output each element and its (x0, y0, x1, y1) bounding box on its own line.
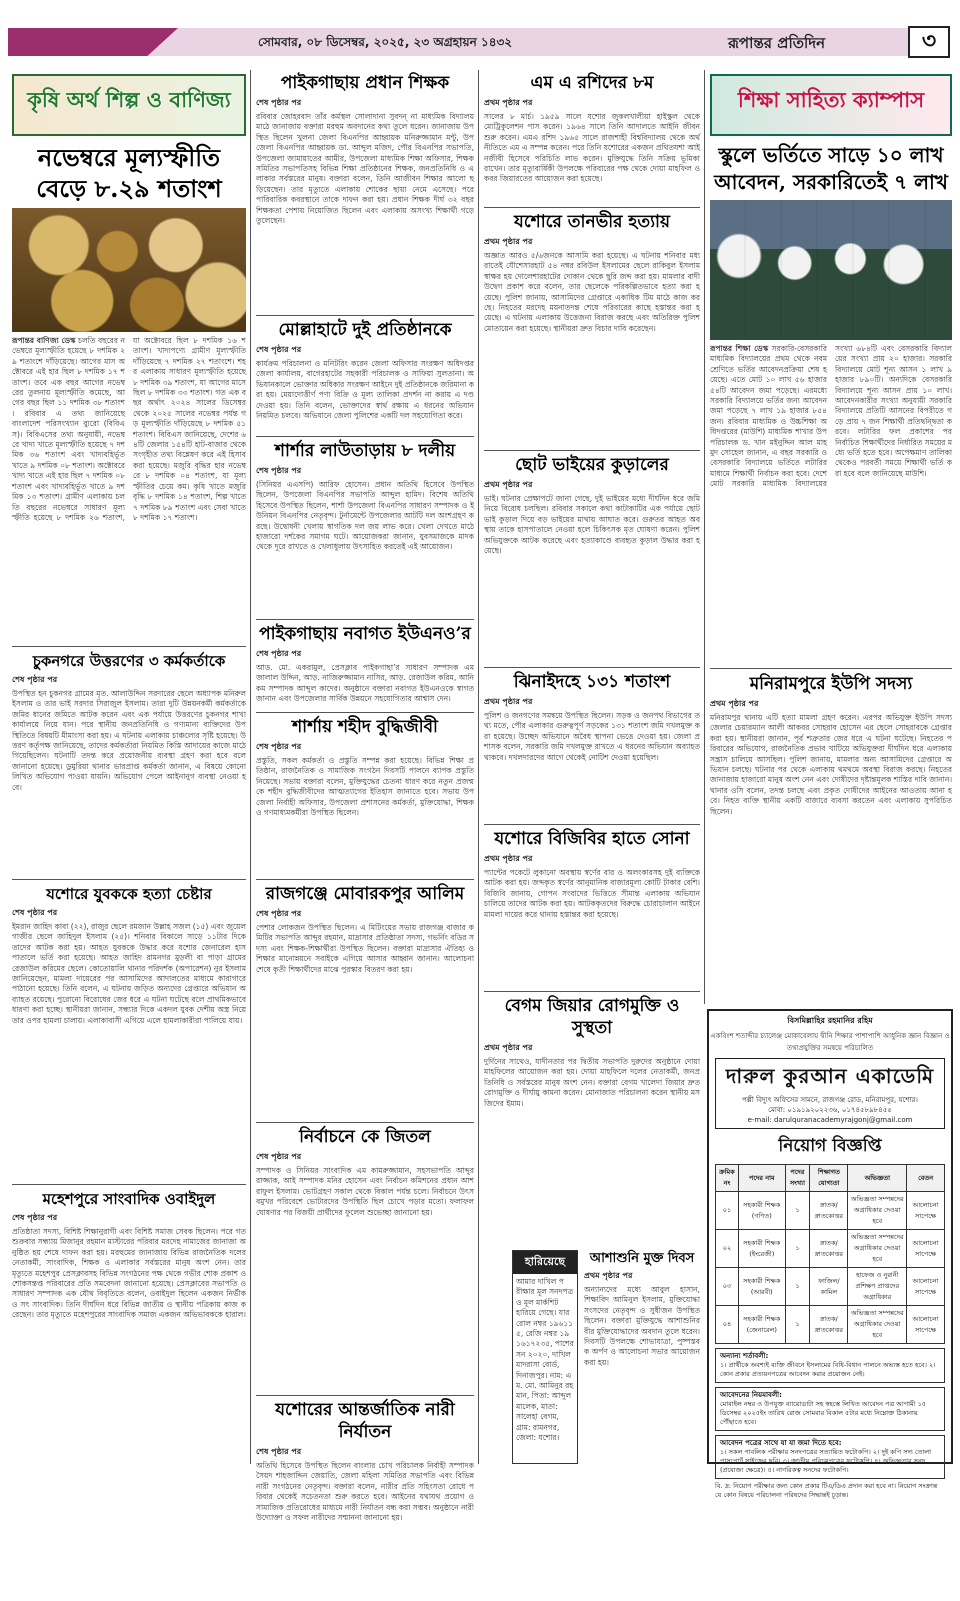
divider (484, 207, 700, 208)
table-cell: আলোচনা সাপেক্ষে (907, 1306, 945, 1344)
continuation-label: প্রথম পৃষ্ঠার পর (484, 1043, 533, 1052)
section-banner-education (710, 74, 952, 136)
table-cell: ০১ (716, 1192, 739, 1230)
divider (484, 991, 700, 992)
rules-title: আবেদনের নিয়মাবলী: (720, 1391, 782, 1399)
uno-body: আড. মো. একরামুল, প্রেসক্লাব পাইকগাছা’র সাধারণ সম্পাদক এম জালাল উদ্দিন, আড়. নাজিরুজ্জামান নাসির, আড়. রেজাউল করিম, আনি কম সম্পাদক আব্দুল কাদের। অনুষ্ঠানে বক্তারা নবাগত ইউএনওকে স্বাগত জানান এবং উপজেলার সার্বিক উন্নয়নে সহযোগিতার আশ্বাস দেন। (256, 663, 474, 704)
divider (256, 436, 474, 437)
lost-title: হারিয়েছে (513, 1251, 577, 1274)
table-cell: আলোচনা সাপেক্ষে (907, 1192, 945, 1230)
ad-tagline: একবিংশ শতাব্দীর চ্যালেঞ্জ মোকাবেলায় দ্বীনি শিক্ষার পাশাপাশি আধুনিক জ্ঞান বিজ্ঞান ও তথ্যপ্রযুক্তির সমন্বয়ে পরিচালিত (710, 1032, 950, 1052)
ad-footnote: বি. দ্র: নিয়োগ পরীক্ষার জন্য কোন প্রকার টিএ/ডিএ প্রদান করা হবে না। নিয়োগ সংক্রান্ত যে কোন বিষয়ে পরিচালনা পরিষদের সিদ্ধান্তই চূড়ান্ত। (715, 1482, 938, 1499)
table-cell: ১ (785, 1230, 810, 1268)
continuation-label: প্রথম পৃষ্ঠার পর (584, 1271, 633, 1280)
divider (12, 879, 246, 880)
rajganj-body: পেশার লোকজন উপস্থিত ছিলেন। এ মিটিংয়ের সভায় রাজগঞ্জ বাজার কমিটির সভাপতি আব্দুর রহমান, মাদ্রাসার প্রতিষ্ঠাতা সদস্য, গভর্নিং বডির সদস্য এবং শিক্ষক-শিক্ষার্থীরা উপস্থিত ছিলেন। বক্তারা মাদ্রাসার ঐতিহ্য ও শিক্ষার মানোন্নয়নে সবাইকে এগিয়ে আসার আহ্বান জানান। আলোচনা শেষে কৃতী শিক্ষার্থীদের মাঝে পুরস্কার বিতরণ করা হয়। (256, 923, 474, 974)
mollahat-headline: মোল্লাহাটে দুই প্রতিষ্ঠানকে (278, 320, 452, 340)
section-title: শিক্ষা সাহিত্য ক্যাম্পাস (737, 87, 925, 112)
article-text: চলতি বছরের নভেম্বরে মূল্যস্ফীতি হয়েছে ৮ দশমিক ২৯ শতাংশে দাঁড়িয়েছে। আগের মাস অক্টোবরে এই হার ছিল ৮ দশমিক ১৭ শতাংশ। তবে এক বছর আগের নভেম্বরের তুলনায় মূল্যস্ফীতি কমেছে, আগের বছর ছিল ১১ দশমিক ৩৮ শতাংশ। রবিবার এ তথ্য জানিয়েছে বাংলাদেশ পরিসংখ্যান ব্যুরো (বিবিএস)। বিবিএসের তথ্য অনুযায়ী, নভেম্বরে খাদ্য খাতে মূল্যস্ফীতি হয়েছে ৭ দশমিক ৩৬ শতাংশ এবং খাদ্যবহির্ভূত খাতে ৯ দশমিক ০৮ শতাংশ। অক্টোবরে খাদ্য খাতে এই হার ছিল ৭ দশমিক ০৮ শতাংশ এবং খাদ্যবহির্ভূত খাতে ৯ দশমিক ১৩ শতাংশ। গ্রামীণ এলাকায় চলতি বছরের নভেম্বরে সাধারণ মূল্যস্ফীতি হয়েছে ৮ দশমিক ২৬ শতাংশ, যা অক্টোবরে ছিল ৮ দশমিক ১৬ শতাংশ। খাদ্যপণ্যে গ্রামীণ মূল্যস্ফীতি দাঁড়িয়েছে ৭ দশমিক ২৭ শতাংশে। শহর এলাকায় সাধারণ মূল্যস্ফীতি হয়েছে ৮ দশমিক ৩৯ শতাংশ, যা আগের মাসে ছিল ৮ দশমিক ৩৩ শতাংশ। গত এক বছর অর্থাৎ ২০২৪ সালের ডিসেম্বর থেকে ২০২৫ সালের নভেম্বর পর্যন্ত গড় মূল্যস্ফীতি দাঁড়িয়েছে ৮ দশমিক ৫১ শতাংশ। বিবিএস জানিয়েছে, দেশের ৬৪টি জেলার ১৫৪টি হাট-বাজার থেকে সংগৃহীত তথ্য বিশ্লেষণ করে এই হিসাব করা হয়েছে। মজুরি বৃদ্ধির হার নভেম্বরে ৮ দশমিক ০৪ শতাংশ, যা মূল্যস্ফীতির চেয়ে কম। কৃষি খাতে মজুরি বৃদ্ধি ৮ দশমিক ১৪ শতাংশ, শিল্প খাতে ৭ দশমিক ৮৯ শতাংশ এবং সেবা খাতে ৮ দশমিক ১৭ শতাংশ। (12, 336, 246, 522)
ad-institution-box (715, 1058, 945, 1129)
table-row (716, 1230, 945, 1268)
documents-text: ১। সকল পাবলিক পরীক্ষার সনদপত্রের সত্যায়িত ফটোকপি। ২। দুই কপি সদ্য তোলা পাসপোর্ট সাইজের ছবি। ৩। জাতীয় পরিচয়পত্রের ফটোকপি। ৪। অভিজ্ঞতার সনদ (প্রযোজ্য ক্ষেত্রে)। ৫। নাগরিকত্ব সনদের ফটোকপি। (720, 1448, 931, 1474)
election-body: সম্পাদক ও সিনিয়র সাংবাদিক এম কামরুজ্জামান, সহসভাপতি আব্দুর রাজ্জাক, আই সম্পাদক মনির হোসেন এবং নির্বাচন কমিশনের প্রধান আশরাফুল ইসলাম। ভোটগ্রহণ সকাল থেকে বিকাল পর্যন্ত চলে। নির্বাচনে উৎসবমুখর পরিবেশে ভোটারদের উপস্থিতি ছিল চোখে পড়ার মতো। ফলাফল ঘোষণার পর বিজয়ী প্রার্থীদের ফুলেল শুভেচ্ছা জানানো হয়। (256, 1166, 474, 1217)
column-3 (484, 72, 700, 1246)
table-cell: ১ (785, 1192, 810, 1230)
col-salary: বেতন (907, 1165, 945, 1192)
women-violence-headline: যশোরের আন্তর্জাতিক নারী নির্যাতন (275, 1400, 455, 1442)
women-violence-body: অতিথি হিসেবে উপস্থিত ছিলেন বাংলার চোখ পরিচালক নির্বাহী সম্পাদক সৈয়দ শাহজাদ্দিন জেয়াতি, জেলা মহিলা সমিতির সভাপতি এবং বিভিন্ন নারী সংগঠনের নেতৃবৃন্দ। বক্তারা বলেন, নারীর প্রতি সহিংসতা রোধে পরিবার থেকেই সচেতনতা শুরু করতে হবে। আইনের যথাযথ প্রয়োগ ও সামাজিক প্রতিরোধের মাধ্যমে নারী নির্যাতন বন্ধ করা সম্ভব। অনুষ্ঠানে নারী উদ্যোক্তা ও সফল নারীদের সম্মাননা জানানো হয়। (256, 1461, 474, 1523)
table-cell: ফাজিল/কামিল (810, 1268, 848, 1306)
col-post: পদের নাম (739, 1165, 786, 1192)
moniram-body: মনিরামপুর থানায় এটি হত্যা মামলা গ্রহণ করেন। এরপর অভিযুক্ত ইউপি সদস্য জেলার চেয়ারম্যান আলী আকবর সোহরাব হোসেন এর ছেলে সোহরাবকে গ্রেপ্তার করা হয়। স্থানীয়রা জানান, পূর্ব শত্রুতার জের ধরে এ ঘটনা ঘটেছে। নিহতের পরিবারের অভিযোগ, রাজনৈতিক প্রভাব খাটিয়ে অভিযুক্তরা দীর্ঘদিন ধরে এলাকায় সন্ত্রাস চালিয়ে আসছিল। পুলিশ জানায়, মামলার অন্য আসামিদের গ্রেপ্তারে অভিযান চলছে। ঘটনার পর থেকে এলাকায় থমথমে অবস্থা বিরাজ করছে। নিহতের জানাজায় হাজারো মানুষ অংশ নেন এবং দোষীদের দৃষ্টান্তমূলক শাস্তির দাবি জানান। থানার ওসি বলেন, তদন্ত চলছে এবং প্রকৃত দোষীদের আইনের আওতায় আনা হবে। নিহত ব্যক্তি স্থানীয় একটি বাজারে ব্যবসা করতেন এবং এলাকায় সুপরিচিত ছিলেন। (710, 713, 952, 816)
election-headline: নির্বাচনে কে জিতল (299, 1127, 431, 1147)
ad-documents (715, 1435, 945, 1479)
continuation-label: প্রথম পৃষ্ঠার পর (484, 697, 533, 706)
inflation-headline: নভেম্বরে মূল্যস্ফীতি বেড়ে ৮.২৯ শতাংশ (36, 143, 222, 203)
continuation-label: শেষ পৃষ্ঠার পর (256, 909, 302, 918)
newspaper-name: রূপান্তর প্রতিদিন (728, 34, 826, 52)
table-cell: আলোচনা সাপেক্ষে (907, 1230, 945, 1268)
moniram-headline: মনিরামপুরে ইউপি সদস্য (749, 674, 913, 694)
page-header (0, 0, 960, 60)
continuation-label: প্রথম পৃষ্ঠার পর (484, 480, 533, 489)
table-cell: আলোচনা সাপেক্ষে (907, 1268, 945, 1306)
ad-phone: মোবা: ০১৯১৯২০২২৩৬, ০১৭৪৫৮৯৮৪৫৫ (768, 1106, 892, 1114)
liberation-day-article (584, 1250, 700, 1464)
table-cell: ০২ (716, 1230, 739, 1268)
sharsha-headline: শার্শার লাউতাড়ায় ৮ দলীয় (274, 441, 456, 461)
liberation-body: অন্যান্যদের মধ্যে আবুল হাসান, শিক্ষাবিদ আমিনুল ইসলাম, মুক্তিযোদ্ধা সংসদের নেতৃবৃন্দ ও সুধীজন উপস্থিত ছিলেন। বক্তারা মুক্তিযুদ্ধে আশাশুনির বীর মুক্তিযোদ্ধাদের অবদান তুলে ধরেন। দিবসটি উপলক্ষে শোভাযাত্রা, পুষ্পস্তবক অর্পণ ও আলোচনা সভার আয়োজন করা হয়। (584, 1285, 700, 1367)
axe-body: ভাই। ঘটনার প্রেক্ষাপটে জানা গেছে, দুই ভাইয়ের মধ্যে দীর্ঘদিন ধরে জমি নিয়ে বিরোধ চলছিল। রবিবার সকালে কথা কাটাকাটির এক পর্যায়ে ছোট ভাই কুড়াল দিয়ে বড় ভাইয়ের মাথায় আঘাত করে। গুরুতর আহত অবস্থায় তাকে হাসপাতালে নেওয়া হলে চিকিৎসক মৃত ঘোষণা করেন। পুলিশ অভিযুক্তকে আটক করেছে এবং হত্যাকাণ্ডে ব্যবহৃত কুড়াল উদ্ধার করা হয়েছে। (484, 494, 700, 556)
col-serial: ক্রমিক নং (716, 1165, 739, 1192)
col-count: পদের সংখ্যা (785, 1165, 810, 1192)
chuknagar-body: উপস্থিত হন চুকনগর গ্রামের মৃত. আলাউদ্দিন সরদারের ছেলে অধ্যাপক মনিরুল ইসলাম ও তার ভাই সরদার সিরাজুল ইসলাম। তারা দুটি উন্নয়নকর্মী কর্মকর্তাকে জমির ধানের জমিতে আটক করেন এবং এক পর্যায়ে উত্তরণের চুকনগর শাখা কার্যালয়ে নিয়ে যান। পরে স্থানীয় জনপ্রতিনিধি ও গণ্যমান্য ব্যক্তিদের উপস্থিতিতে বিষয়টি মীমাংসা করা হয়। এ ঘটনায় এলাকায় চাঞ্চল্যের সৃষ্টি হয়েছে। উত্তরণ কর্তৃপক্ষ জানিয়েছে, তাদের কর্মকর্তারা নিয়মিত কিস্তি আদায়ের কাজে মাঠে গিয়েছিলেন। ঘটনাটি তদন্ত করে প্রয়োজনীয় ব্যবস্থা গ্রহণ করা হবে বলে জানানো হয়েছে। ডুমুরিয়া থানার ভারপ্রাপ্ত কর্মকর্তা জানান, এ বিষয়ে কোনো লিখিত অভিযোগ পাওয়া যায়নি। অভিযোগ পেলে আইনানুগ ব্যবস্থা নেওয়া হবে। (12, 689, 246, 792)
divider (484, 824, 700, 825)
sharsha-body: (সিনিয়র এএসপি) আরিফ হোসেন। প্রধান অতিথি হিসেবে উপস্থিত ছিলেন, উপজেলা বিএনপির সভাপতি আব্দুল হামিদ। বিশেষ অতিথি হিসেবে উপস্থিত ছিলেন, শার্শা উপজেলা বিএনপির সাধারণ সম্পাদক ও ইউনিয়ন বিএনপির নেতৃবৃন্দ। টুর্নামেন্টে উপজেলার আটটি দল অংশগ্রহণ করছে। উদ্বোধনী খেলায় স্বাগতিক দল জয় লাভ করে। খেলা দেখতে মাঠে হাজারো দর্শকের সমাগম ঘটে। আয়োজকরা জানান, যুবসমাজকে মাদক থেকে দূরে রাখতে ও খেলাধুলায় উৎসাহিত করতেই এই আয়োজন। (256, 480, 474, 552)
recruitment-ad (707, 1009, 953, 1499)
divider (256, 712, 474, 713)
conditions-title: অন্যান্য শর্তাবলী: (720, 1352, 769, 1360)
ad-email: e-mail: darulquranacademyrajgonj@gmail.com (747, 1116, 913, 1124)
table-cell: স্নাতক/স্নাতকোত্তর (810, 1230, 848, 1268)
divider (484, 450, 700, 451)
uno-headline: পাইকগাছায় নবাগত ইউএনও’র (259, 624, 471, 644)
continuation-label: শেষ পৃষ্ঠার পর (256, 649, 302, 658)
ad-institution-name: দারুল কুরআন একাডেমি (725, 1064, 935, 1088)
vacancy-header-row (716, 1165, 945, 1192)
byline: রূপান্তর বাণিজ্য ডেস্ক (12, 336, 76, 345)
table-cell: ০৪ (716, 1306, 739, 1344)
chuknagar-headline: চুকনগরে উত্তরণের ৩ কর্মকর্তাকে (32, 652, 226, 670)
ad-address: পল্লী বিদ্যুৎ অফিসের সামনে, রাজগঞ্জ রোড, মনিরামপুর, যশোর। (742, 1096, 918, 1104)
rashid-headline: এম এ রশিদের ৮ম (530, 73, 654, 93)
table-row (716, 1192, 945, 1230)
col-experience: অভিজ্ঞতা (848, 1165, 907, 1192)
conditions-text: ১। প্রার্থীকে অবশ্যই ব্যক্তি জীবনে ইসলামের বিধি-বিধান পালনে অভ্যস্ত হতে হবে। ২। কোন প্রকার প্রত্যয়নপত্রের আবেদন করার প্রয়োজন নেই। (720, 1361, 936, 1378)
admission-headline: স্কুলে ভর্তিতে সাড়ে ১০ লাখ আবেদন, সরকারিতেই ৭ লাখ (714, 143, 948, 194)
table-cell: ১ (785, 1306, 810, 1344)
continuation-label: শেষ পৃষ্ঠার পর (256, 466, 302, 475)
classroom-photo (710, 200, 952, 340)
continuation-label: প্রথম পৃষ্ঠার পর (484, 98, 533, 107)
column-1 (12, 140, 246, 1460)
continuation-label: শেষ পৃষ্ঠার পর (12, 675, 58, 684)
table-cell: ০৩ (716, 1268, 739, 1306)
article-text: সরকারি-বেসরকারি মাধ্যমিক বিদ্যালয়ের প্রথম থেকে নবম শ্রেণিতে ভর্তির আবেদনপ্রক্রিয়া শেষ হয়েছে। এতে মোট ১০ লাখ ৫৬ হাজার ৫৪টি আবেদন জমা পড়েছে। এরমধ্যে সরকারি বিদ্যালয়ে ভর্তির জন্য আবেদন জমা পড়েছে ৭ লাখ ১৯ হাজার ৮৫৪ জন। রবিবার মাধ্যমিক ও উচ্চশিক্ষা অধিদপ্তরের (মাউশি) মাধ্যমিক শাখার উপপরিচালক ড. খান মইনুদ্দিন আল মাহমুদ সোহেল জানান, এ বছর সরকারি ও বেসরকারি বিদ্যালয়ে ভর্তিতে লটারির মাধ্যমে শিক্ষার্থী নির্বাচন করা হবে। দেশে মোট সরকারি মাধ্যমিক বিদ্যালয়ের সংখ্যা ৬৮৪টি এবং বেসরকারি বিদ্যালয়ের সংখ্যা প্রায় ২০ হাজার। সরকারি বিদ্যালয়ে মোট শূন্য আসন ১ লাখ ৯ হাজার ৮৯০টি। অন্যদিকে বেসরকারি বিদ্যালয়ে শূন্য আসন প্রায় ১০ লাখ। আবেদনকারীর সংখ্যা অনুযায়ী সরকারি বিদ্যালয়ে প্রতিটি আসনের বিপরীতে গড়ে প্রায় ৭ জন শিক্ষার্থী প্রতিদ্বন্দ্বিতা করবে। লটারির ফল প্রকাশের পর নির্বাচিত শিক্ষার্থীদের নির্ধারিত সময়ের মধ্যে ভর্তি হতে হবে। অপেক্ষমাণ তালিকা থেকেও পরবর্তী সময়ে শিক্ষার্থী ভর্তি করা হবে বলে জানিয়েছে মাউশি। (710, 344, 952, 489)
table-cell: ১ (785, 1268, 810, 1306)
mohespur-headline: মহেশপুরে সাংবাদিক ওবাইদুল (42, 1190, 216, 1208)
mohespur-body: প্রতিষ্ঠাতা সদস্য, বিশিষ্ট শিক্ষানুরাগী এবং বিশিষ্ট সমাজ সেবক ছিলেন। পরে গত শুক্রবার সন্ধ্যায় মিজানুর রহমান মাস্টারের পরিবার মরদেহ নামাজের জানাজা অনুষ্ঠিত হয় শেষে দাফন করা হয়। মরহুমের জানাজায় বিভিন্ন রাজনৈতিক দলের নেতাকর্মী, সাংবাদিক, শিক্ষক ও এলাকার সর্বস্তরের মানুষ অংশ নেন। তার মৃত্যুতে মহেশপুর প্রেসক্লাবসহ বিভিন্ন সংগঠনের পক্ষ থেকে গভীর শোক প্রকাশ ও শোকসন্তপ্ত পরিবারের প্রতি সমবেদনা জানানো হয়েছে। প্রেসক্লাবের সভাপতি ও সাধারণ সম্পাদক এক যৌথ বিবৃতিতে বলেন, ওবাইদুল ছিলেন একজন নির্ভীক ও সৎ সাংবাদিক। তিনি দীর্ঘদিন ধরে বিভিন্ন জাতীয় ও স্থানীয় পত্রিকায় কাজ করেছেন। তার মৃত্যুতে মহেশপুরের সাংবাদিক সমাজ একজন অভিভাবককে হারাল। (12, 1227, 246, 1320)
column-4 (710, 140, 952, 1006)
rashid-body: সালের ৮ মার্চ। ১৯৫৯ সালে যশোর জুকলখালীয়া হাইস্কুল থেকে ম্যেট্রিকুলেশন পাস করেন। ১৯৬৪ সালে তিনি আদালতে আইনি জীবন শুরু করেন। এমএ রশিদ ১৯৬৫ সালে রাজশাহী বিশ্ববিদ্যালয় থেকে অর্থনীতিতে এম এ সম্পন্ন করেন। পরে তিনি যশোরের একজন প্রথিতযশা আইনজীবী হিসেবে পরিচিতি লাভ করেন। মুক্তিযুদ্ধে তিনি সক্রিয় ভূমিকা রাখেন। তার মৃত্যুবার্ষিকী উপলক্ষে পরিবারের পক্ষ থেকে দোয়া মাহফিল ও কবর জিয়ারতের আয়োজন করা হয়েছে। (484, 112, 700, 184)
continuation-label: শেষ পৃষ্ঠার পর (12, 1213, 58, 1222)
divider (12, 1184, 246, 1185)
divider (256, 619, 474, 620)
martyr-day-body: প্রস্তুতি, সকল কর্মকর্তা ও প্রস্তুতি সম্পন্ন করা হয়েছে। বিভিন্ন শিক্ষা প্রতিষ্ঠান, রাজনৈতিক ও সামাজিক সংগঠন দিবসটি পালনে ব্যাপক প্রস্তুতি নিয়েছে। সভায় বক্তারা বলেন, মুক্তিযুদ্ধের চেতনা ধারণ করে নতুন প্রজন্মকে শহীদ বুদ্ধিজীবীদের আত্মত্যাগের ইতিহাস জানাতে হবে। সভায় উপজেলা নির্বাহী অফিসার, উপজেলা প্রশাসনের কর্মকর্তা, মুক্তিযোদ্ধা, শিক্ষক ও গণমাধ্যমকর্মীরা উপস্থিত ছিলেন। (256, 756, 474, 818)
khaleda-body: দুর্দিনের সাথেও, যাদীনতার পর দ্বিতীয় সভাপতি দুরুদের অনুষ্ঠানে দোয়া মাহফিলের আয়োজন করা হয়। দোয়া মাহফিলে দলের নেতাকর্মী, জনপ্রতিনিধি ও সর্বস্তরের মানুষ অংশ নেন। বক্তারা বেগম খালেদা জিয়ার দ্রুত রোগমুক্তি ও দীর্ঘায়ু কামনা করেন। মোনাজাত পরিচালনা করেন স্থানীয় মসজিদের ইমাম। (484, 1057, 700, 1108)
rajganj-headline: রাজগঞ্জে মোবারকপুর আলিম (265, 884, 465, 904)
headmaster-body: রবিবার জোহরবাদ তাঁর কর্মস্থল সোলাদানা সুবদন্ না মাধ্যমিক বিদ্যালয় মাঠে জানাজায় বক্তারা মরহুম অবদানের কথা তুলে ধরেন। জানাজায় উপস্থিত ছিলেন খুলনা জেলা বিএনপির আহ্বায়ক মনিরুজ্জামান মন্টু, উপজেলা বিএনপির আহ্বায়ক ডা. আব্দুল মজিদ, পৌর বিএনপির সভাপতি, উপজেলা জামায়াতের আমীর, উপজেলা মাধ্যমিক শিক্ষা অফিসার, শিক্ষক সমিতির সভাপতিসহ বিভিন্ন শিক্ষা প্রতিষ্ঠানের শিক্ষক, জনপ্রতিনিধি ও এলাকার সর্বস্তরের মানুষ। বক্তারা বলেন, তিনি আজীবন শিক্ষার আলো ছড়িয়েছেন। তার মৃত্যুতে এলাকায় শোকের ছায়া নেমে এসেছে। পরে পারিবারিক কবরস্থানে তাকে দাফন করা হয়। প্রধান শিক্ষক দীর্ঘ ৩২ বছর শিক্ষকতা পেশায় নিয়োজিত ছিলেন এবং এলাকায় অসংখ্য শিক্ষার্থী গড়ে তুলেছেন। (256, 112, 474, 226)
table-cell: স্নাতক/স্নাতকোত্তর (810, 1306, 848, 1344)
mollahat-body: কার্যক্রম পরিচালনা ও মনিটরিং করেন জেলা অফিসার সংরক্ষণ অধিদপ্তর জেলা কার্যালয়, বাগেরহাটের সহকারী পরিচালক ও সাফিয়া সুলতানা। অভিযানকালে ভোক্তার অধিকার সংরক্ষণ আইনে দুই প্রতিষ্ঠানকে জরিমানা করা হয়। মেয়াদোত্তীর্ণ পণ্য বিক্রি ও মূল্য তালিকা প্রদর্শন না করায় এ দণ্ড দেওয়া হয়। তিনি বলেন, ভোক্তাদের স্বার্থ রক্ষায় এ ধরনের অভিযান নিয়মিত চলবে। অভিযানে জেলা পুলিশের একটি দল সহযোগিতা করে। (256, 359, 474, 421)
table-cell: সহকারী শিক্ষক (ইংরেজী) (739, 1230, 786, 1268)
table-cell: অভিজ্ঞতা সম্পন্নদের অগ্রাধিকার দেওয়া হবে (848, 1192, 907, 1230)
tanbir-headline: যশোরে তানভীর হত্যায় (514, 212, 670, 232)
inflation-body (12, 336, 246, 642)
ad-conditions (715, 1348, 945, 1383)
table-cell: অভিজ্ঞতা সম্পন্নদের অগ্রাধিকার দেওয়া হবে (848, 1230, 907, 1268)
section-title: কৃষি অর্থ শিল্প ও বাণিজ্য (27, 87, 231, 112)
section-banner-agriculture (12, 74, 246, 136)
continuation-label: শেষ পৃষ্ঠার পর (256, 742, 302, 751)
continuation-label: শেষ পৃষ্ঠার পর (256, 98, 302, 107)
axe-headline: ছোট ভাইয়ের কুড়ালের (515, 455, 669, 475)
tanbir-body: অজ্ঞাত আরও ৫/৬জনকে আসামি করা হয়েছে। এ ঘটনায় শনিবার মধ্যরাতেই যৌশেসারহাট ৫৪ নম্বর রবিউল ইসলামের ছেলে রাকিবুল ইসলাম স্বাক্ষর হয় দোলেশারহাটের দোকান থেকে ছুরি জব্দ করা হয়। মামলার বাদী উদ্বেগ প্রকাশ করে বলেন, তার ছেলেকে পরিকল্পিতভাবে হত্যা করা হয়েছে। পুলিশ জানায়, আসামিদের গ্রেপ্তারে একাধিক টিম মাঠে কাজ করছে। নিহতের মরদেহ ময়নাতদন্ত শেষে পরিবারের কাছে হস্তান্তর করা হয়েছে। এ ঘটনায় এলাকায় উত্তেজনা বিরাজ করছে এবং অতিরিক্ত পুলিশ মোতায়েন করা হয়েছে। স্থানীয়রা দ্রুত বিচার দাবি করেছেন। (484, 251, 700, 333)
documents-title: আবেদন পত্রের সাথে যা যা জমা দিতে হবে: (720, 1439, 842, 1447)
continuation-label: প্রথম পৃষ্ঠার পর (484, 854, 533, 863)
column-rule (250, 70, 251, 1464)
divider (256, 315, 474, 316)
divider (710, 668, 952, 669)
continuation-label: প্রথম পৃষ্ঠার পর (484, 237, 533, 246)
ad-rules (715, 1387, 945, 1431)
table-cell: অভিজ্ঞতা সম্পন্নদের অগ্রাধিকার দেওয়া হবে (848, 1306, 907, 1344)
table-cell: সহকারী শিক্ষক (গণিত) (739, 1192, 786, 1230)
table-cell: হাফেজ ও নুরানী প্রশিক্ষণ প্রাপ্তদের অগ্রাধিকার (848, 1268, 907, 1306)
martyr-day-headline: শার্শায় শহীদ বুদ্ধিজীবী (292, 717, 438, 737)
divider (256, 879, 474, 880)
youth-attack-headline: যশোরে যুবককে হত্যা চেষ্টার (46, 885, 212, 903)
headmaster-headline: পাইকগাছায় প্রধান শিক্ষক (280, 73, 450, 93)
khaleda-headline: বেগম জিয়ার রোগমুক্তি ও সুস্থতা (504, 996, 680, 1038)
table-cell: সহকারী শিক্ষক (আরবী) (739, 1268, 786, 1306)
continuation-label: শেষ পৃষ্ঠার পর (256, 1152, 302, 1161)
gold-headline: যশোরে বিজিবির হাতে সোনা (494, 829, 690, 849)
continuation-label: প্রথম পৃষ্ঠার পর (710, 699, 759, 708)
page-number: ৩ (908, 26, 950, 58)
vacancy-table (715, 1164, 945, 1344)
column-rule (704, 70, 705, 1004)
youth-attack-body: ইমরান জাহিদ কাবা (২২), রাজুর ছেলে রমজান উল্লাহ সজল (১৫) এবং জুয়েল গাজীর ছেলে জাহিদুল ইসলাম (২৫)। শনিবার বিকালে সাড়ে ১১টার দিকে তাদের আটক করা হয়। আহত যুবককে উদ্ধার করে যশোর জেনারেল হাসপাতালে ভর্তি করা হয়েছে। আহত জাহিদ রামনগর মুড়লী বা পাড়া গ্রামের রেজাউল করিমের ছেলে। কোতোয়ালি থানার পরিদর্শক (অপারেশন) নুর ইসলাম জানিয়েছেন, মামলা দায়েরের পর আসামিদের আদালতের মাধ্যমে কারাগারে পাঠানো হয়েছে। তিনি বলেন, এ ঘটনায় জড়িত অন্যদের গ্রেপ্তারে অভিযান অব্যাহত রয়েছে। পুরোনো বিরোধের জের ধরে এ ঘটনা ঘটেছে বলে প্রাথমিকভাবে ধারণা করা হচ্ছে। স্থানীয়রা জানান, সন্ধ্যার দিকে একদল যুবক দেশীয় অস্ত্র নিয়ে তার ওপর হামলা চালায়। এলাকাবাসী এগিয়ে এলে হামলাকারীরা পালিয়ে যায়। (12, 922, 246, 1025)
jhenaidah-body: পুলিশ ও জনগণের সমন্বয়ে উপস্থিত ছিলেন। সড়ক ও জনপথ বিভাগের তথ্য মতে, পৌর এলাকার গুরুত্বপূর্ণ সড়কের ১৩১ শতাংশ জমি দখলমুক্ত করা হয়েছে। উচ্ছেদ অভিযানে অবৈধ স্থাপনা ভেঙে দেওয়া হয়। জেলা প্রশাসক বলেন, সরকারি জমি দখলমুক্ত রাখতে এ ধরনের অভিযান অব্যাহত থাকবে। দখলদারদের আগে থেকেই নোটিশ দেওয়া হয়েছিল। (484, 711, 700, 762)
col-qualification: শিক্ষাগত যোগ্যতা (810, 1165, 848, 1192)
column-2 (256, 72, 474, 1523)
divider (256, 1395, 474, 1396)
continuation-label: শেষ পৃষ্ঠার পর (256, 1447, 302, 1456)
table-row (716, 1268, 945, 1306)
byline: রূপান্তর শিক্ষা ডেস্ক (710, 344, 769, 353)
ad-bismillah: বিসমিল্লাহির রহমানির রহিম (787, 1016, 873, 1025)
lost-notice (512, 1250, 578, 1464)
divider (256, 1122, 474, 1123)
continuation-label: শেষ পৃষ্ঠার পর (12, 908, 58, 917)
table-row (716, 1306, 945, 1344)
table-cell: সহকারী শিক্ষক (জেনারেল) (739, 1306, 786, 1344)
issue-date: সোমবার, ০৮ ডিসেম্বর, ২০২৫, ২৩ অগ্রহায়ন ১৪৩২ (258, 35, 513, 49)
continuation-label: শেষ পৃষ্ঠার পর (256, 345, 302, 354)
market-photo (12, 208, 246, 332)
gold-body: প্যান্টের পকেটে লুকানো অবস্থায় স্বর্ণের বার ও অলংকারসহ দুই ব্যক্তিকে আটক করা হয়। জব্দকৃত স্বর্ণের আনুমানিক বাজারমূল্য কোটি টাকার বেশি। বিজিবি জানায়, গোপন সংবাদের ভিত্তিতে সীমান্ত এলাকায় অভিযান চালিয়ে তাদের আটক করা হয়। আটককৃতদের বিরুদ্ধে চোরাচালান আইনে মামলা দায়ের করে থানায় হস্তান্তর করা হয়েছে। (484, 868, 700, 919)
divider (484, 667, 700, 668)
jhenaidah-headline: ঝিনাইদহে ১৩১ শতাংশ (513, 672, 671, 692)
lost-body: আমার দাখিল পরীক্ষার মূল সনদপত্র ও মূল মার্কশিট হারিয়ে গেছে। যার রোল নম্বর ১৯৬১১৫, রেজি নম্বর ১৯১৬১৭২৩৫, পাশের সন ২০২০, দাখিল মাদরাসা বোর্ড, দিনাজপুর। নাম: এম. মো. আমিনুর রহমান, পিতা: আব্দুল মালেক, মাতা: সালেহা বেগম, গ্রাম: রামনগর, জেলা: যশোর। (516, 1277, 574, 1443)
admission-body (710, 344, 952, 664)
liberation-headline: আশাশুনি মুক্ত দিবস (589, 1251, 695, 1266)
table-cell: স্নাতক/স্নাতকোত্তর (810, 1192, 848, 1230)
ad-heading: নিয়োগ বিজ্ঞপ্তি (778, 1136, 882, 1156)
divider (12, 646, 246, 647)
rules-text: মোবাইল নম্বর ও উপযুক্ত ব্যায়োডাটা সহ স্বহস্তে লিখিত আবেদন পত্র আগামী ১৫ ডিসেম্বর ২০২৫ইং তারিখ রোজ সোমবার বিকাল ৫টার মধ্যে নিম্নোক্ত ঠিকানায় পৌঁছাতে হবে। (720, 1400, 926, 1426)
column-rule (478, 70, 479, 1464)
